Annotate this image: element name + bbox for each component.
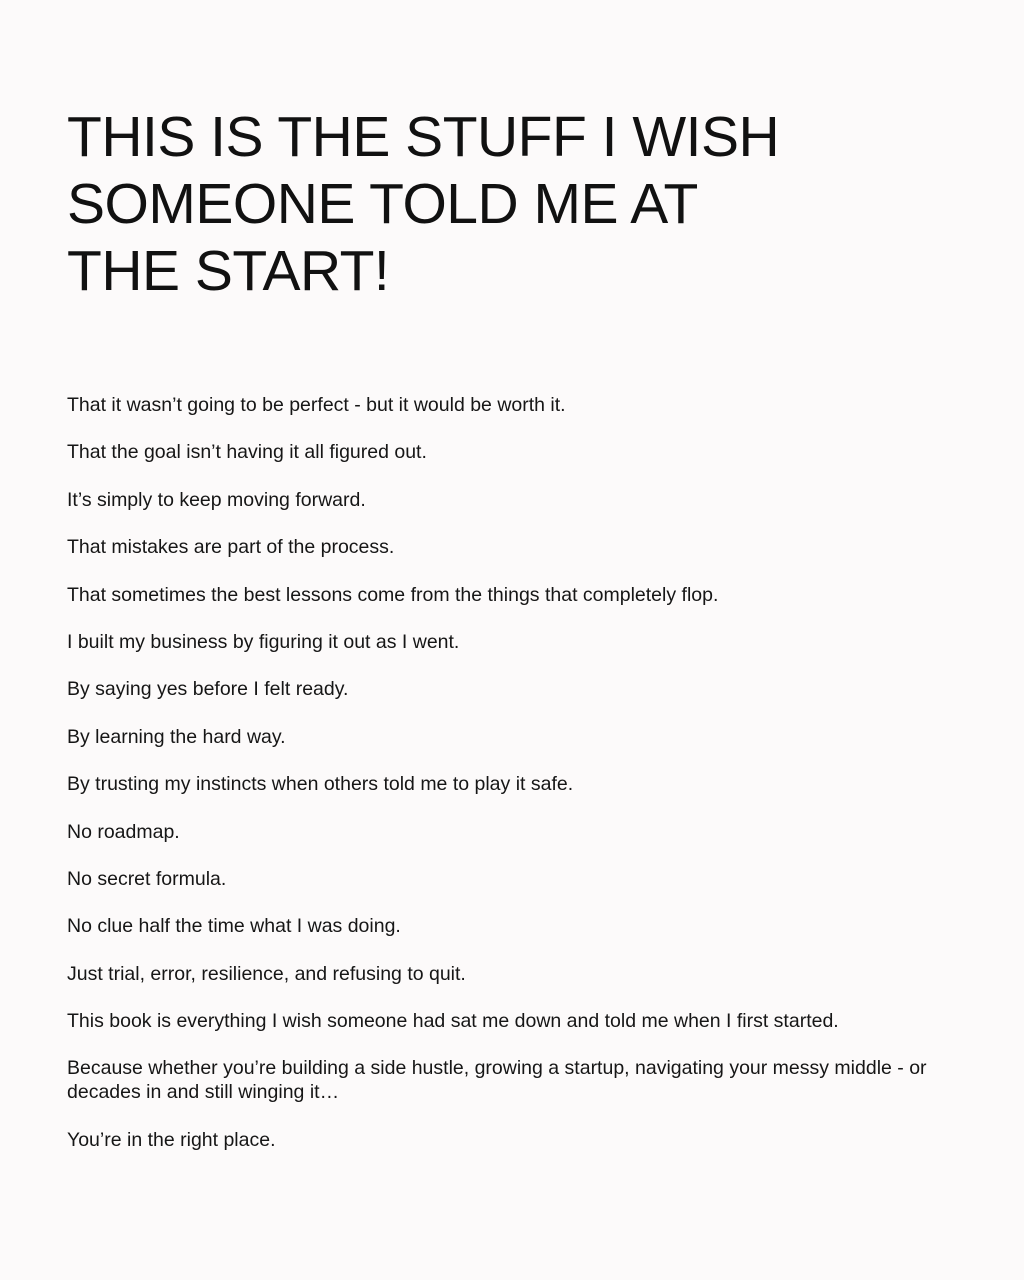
title-line: THE START!	[67, 239, 390, 303]
paragraph: That it wasn’t going to be perfect - but it would be worth it.	[67, 394, 566, 416]
title-line: SOMEONE TOLD ME AT	[67, 172, 698, 236]
paragraph: No clue half the time what I was doing.	[67, 915, 401, 938]
paragraph: By learning the hard way.	[67, 725, 286, 748]
paragraph: Because whether you’re building a side hustle, growing a startup, navigating your messy middle - or decades in and still winging it…	[67, 1057, 927, 1104]
body-text	[67, 393, 947, 1175]
page-title	[67, 104, 927, 305]
paragraph: No secret formula.	[67, 867, 227, 890]
paragraph: I built my business by figuring it out as I went.	[67, 630, 460, 653]
paragraph: It’s simply to keep moving forward.	[67, 488, 366, 511]
title-line: THIS IS THE STUFF I WISH	[67, 105, 780, 169]
paragraph: This book is everything I wish someone had sat me down and told me when I first started.	[67, 1010, 839, 1033]
paragraph: That mistakes are part of the process.	[67, 536, 395, 559]
paragraph: That sometimes the best lessons come from the things that completely flop.	[67, 583, 719, 606]
paragraph: By trusting my instincts when others told me to play it safe.	[67, 773, 574, 796]
paragraph: You’re in the right place.	[67, 1128, 276, 1151]
paragraph: Just trial, error, resilience, and refusing to quit.	[67, 962, 466, 985]
paragraph: That the goal isn’t having it all figured out.	[67, 441, 427, 464]
paragraph: No roadmap.	[67, 820, 180, 843]
paragraph: By saying yes before I felt ready.	[67, 678, 349, 701]
